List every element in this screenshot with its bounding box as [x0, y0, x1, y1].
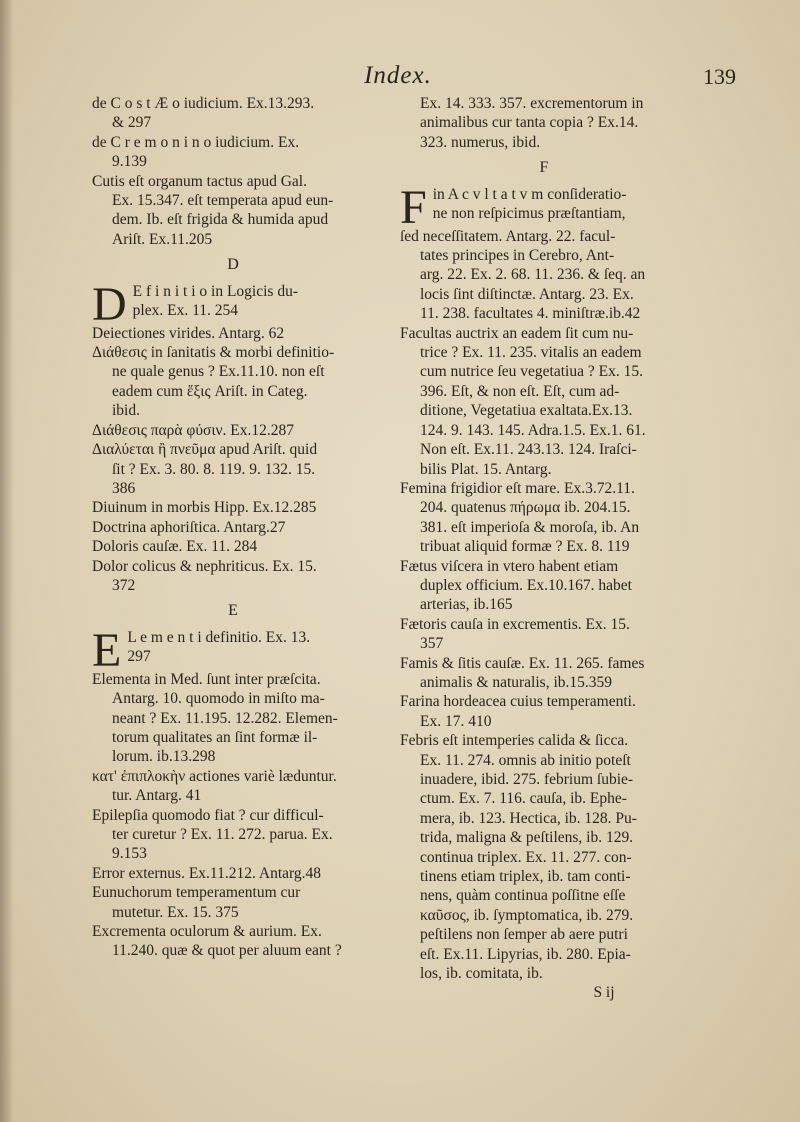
index-line: κατ' ἐπιπλοκὴν actiones variè læduntur.: [92, 767, 337, 785]
index-line: ne non reſpicimus præſtantiam,: [432, 205, 626, 223]
section-letter-f: F: [539, 159, 549, 177]
index-line: eſt. Ex.11. Lipyrias, ib. 280. Epia-: [420, 945, 631, 963]
index-line: Error externus. Ex.11.212. Antarg.48: [92, 864, 322, 882]
index-line: 9.139: [112, 153, 147, 171]
index-line: Ex. 14. 333. 357. excrementorum in: [420, 95, 644, 112]
index-line: 386: [112, 479, 136, 497]
index-line: 11. 238. facultates 4. miniſtræ.ib.42: [420, 305, 641, 323]
index-line: cum nutrice ſeu vegetatiua ? Ex. 15.: [420, 363, 643, 381]
index-line: 357: [420, 635, 444, 653]
index-line: 381. eſt imperioſa & moroſa, ib. An: [420, 518, 640, 536]
index-line: Ex. 11. 274. omnis ab initio poteſt: [420, 751, 631, 769]
index-line: nens, quàm continua poſſitne eſſe: [420, 887, 626, 905]
index-line: καῦσος, ib. ſymptomatica, ib. 279.: [420, 906, 634, 924]
index-line: 323. numerus, ibid.: [420, 133, 541, 151]
index-line: Femina frigidior eſt mare. Ex.3.72.11.: [400, 479, 635, 497]
index-line: los, ib. comitata, ib.: [420, 965, 543, 983]
index-line: dem. Ib. eſt frigida & humida apud: [112, 211, 329, 229]
index-line: in A c v l t a t v m conſideratio-: [432, 185, 627, 203]
index-line: locis ſint diſtinctæ. Antarg. 23. Ex.: [420, 285, 634, 303]
index-line: mera, ib. 123. Hectica, ib. 128. Pu-: [420, 809, 637, 827]
index-line: animalis & naturalis, ib.15.359: [420, 673, 613, 691]
index-line: tates principes in Cerebro, Ant-: [420, 247, 615, 265]
index-line: 297: [127, 648, 151, 666]
index-line: Doctrina aphoriſtica. Antarg.27: [92, 518, 286, 536]
index-line: Epilepſia quomodo fiat ? cur difficul-: [92, 806, 324, 824]
signature-mark: S ij: [593, 984, 615, 1002]
index-line: tribuat aliquid formæ ? Ex. 8. 119: [420, 538, 630, 556]
index-line: Non eſt. Ex.11. 243.13. 124. Iraſci-: [420, 441, 637, 459]
dropcap-d: D: [92, 277, 127, 331]
section-letter-e: E: [228, 602, 238, 620]
index-line: ctum. Ex. 7. 116. cauſa, ib. Ephe-: [420, 790, 627, 808]
index-line: Doloris cauſæ. Ex. 11. 284: [92, 538, 258, 556]
index-line: ibid.: [112, 402, 140, 420]
index-line: continua triplex. Ex. 11. 277. con-: [420, 848, 632, 866]
index-line: ter curetur ? Ex. 11. 272. parua. Ex.: [112, 826, 333, 843]
index-line: Antarg. 10. quomodo in miſto ma-: [112, 690, 325, 708]
dropcap-e: E: [92, 623, 122, 677]
index-line: Farina hordeacea cuius temperamenti.: [400, 693, 636, 711]
index-line: Dolor colicus & nephriticus. Ex. 15.: [92, 557, 317, 575]
index-line: de C r e m o n i n o iudicium. Ex.: [92, 133, 300, 151]
index-line: 124. 9. 143. 145. Adra.1.5. Ex.1. 61.: [420, 421, 646, 439]
page-number: 139: [703, 64, 736, 89]
index-line: Διαλύεται ἢ πνεῦμα apud Ariſt. quid: [92, 441, 318, 459]
index-line: Famis & ſitis cauſæ. Ex. 11. 265. fames: [400, 654, 645, 672]
index-line: trida, maligna & peſtilens, ib. 129.: [420, 829, 634, 847]
index-line: Ariſt. Ex.11.205: [112, 230, 213, 248]
index-line: Ex. 15.347. eſt temperata apud eun-: [112, 192, 334, 210]
running-header: [60, 62, 736, 96]
index-line: ditione, Vegetatiua exaltata.Ex.13.: [420, 402, 633, 420]
index-line: tur. Antarg. 41: [112, 787, 202, 805]
section-letter-d: D: [227, 256, 239, 274]
index-line: Διάθεσις παρὰ φύσιν. Ex.12.287: [92, 421, 295, 439]
index-line: Elementa in Med. ſunt inter præſcita.: [92, 670, 321, 688]
index-line: 9.153: [112, 845, 147, 863]
index-line: 372: [112, 576, 136, 594]
section-e: [92, 623, 374, 677]
index-line: 11.240. quæ & quot per aluum eant ?: [112, 942, 342, 960]
index-line: ne quale genus ? Ex.11.10. non eſt: [112, 363, 325, 381]
section-f: [400, 180, 688, 234]
index-line: tinens etiam triplex, ib. tam conti-: [420, 868, 631, 886]
index-line: animalibus cur tanta copia ? Ex.14.: [420, 114, 639, 132]
index-line: Διάθεσις in ſanitatis & morbi definitio-: [92, 344, 335, 362]
index-line: eadem cum ἕξις Ariſt. in Categ.: [112, 382, 308, 400]
index-line: 204. quatenus πήρωμα ib. 204.15.: [420, 499, 631, 517]
index-line: E f i n i t i o in Logicis du-: [132, 282, 298, 300]
index-line: arterias, ib.165: [420, 596, 513, 614]
index-line: lorum. ib.13.298: [112, 748, 216, 766]
dropcap-f: F: [400, 180, 427, 234]
index-line: mutetur. Ex. 15. 375: [112, 903, 239, 921]
index-line: ſed neceſſitatem. Antarg. 22. facul-: [400, 227, 616, 245]
index-line: L e m e n t i definitio. Ex. 13.: [127, 628, 311, 646]
index-line: plex. Ex. 11. 254: [132, 302, 239, 320]
index-line: 396. Eſt, & non eſt. Eſt, cum ad-: [420, 382, 620, 400]
index-line: torum qualitates an ſint formæ il-: [112, 728, 318, 746]
index-line: inuadere, ibid. 275. febrium ſubie-: [420, 771, 634, 788]
index-line: Fætoris cauſa in excrementis. Ex. 15.: [400, 615, 630, 633]
index-line: bilis Plat. 15. Antarg.: [420, 460, 552, 478]
index-line: neant ? Ex. 11.195. 12.282. Elemen-: [112, 709, 338, 727]
right-column: [400, 94, 688, 1003]
index-line: ſit ? Ex. 3. 80. 8. 119. 9. 132. 15.: [112, 460, 316, 478]
index-line: Fætus viſcera in vtero habent etiam: [400, 557, 619, 575]
page-edge-shadow: [0, 0, 14, 1122]
index-line: Ex. 17. 410: [420, 712, 492, 730]
index-line: peſtilens non ſemper ab aere putri: [420, 926, 628, 944]
header-title: Index.: [364, 62, 432, 89]
index-line: Diuinum in morbis Hipp. Ex.12.285: [92, 499, 317, 517]
index-line: Febris eſt intemperies calida & ſicca.: [400, 732, 629, 750]
index-line: Cutis eſt organum tactus apud Gal.: [92, 172, 307, 190]
index-line: de C o s t Æ o iudicium. Ex.13.293.: [92, 95, 315, 112]
index-line: arg. 22. Ex. 2. 68. 11. 236. & ſeq. an: [420, 266, 646, 284]
index-line: Facultas auctrix an eadem ſit cum nu-: [400, 324, 634, 342]
index-line: Excrementa oculorum & aurium. Ex.: [92, 923, 322, 941]
index-line: trice ? Ex. 11. 235. vitalis an eadem: [420, 344, 642, 362]
left-column: [92, 94, 374, 961]
section-d: [92, 277, 374, 331]
index-line: Eunuchorum temperamentum cur: [92, 884, 301, 902]
index-line: Deiectiones virides. Antarg. 62: [92, 324, 285, 342]
index-line: duplex officium. Ex.10.167. habet: [420, 576, 632, 594]
index-line: & 297: [112, 114, 152, 132]
